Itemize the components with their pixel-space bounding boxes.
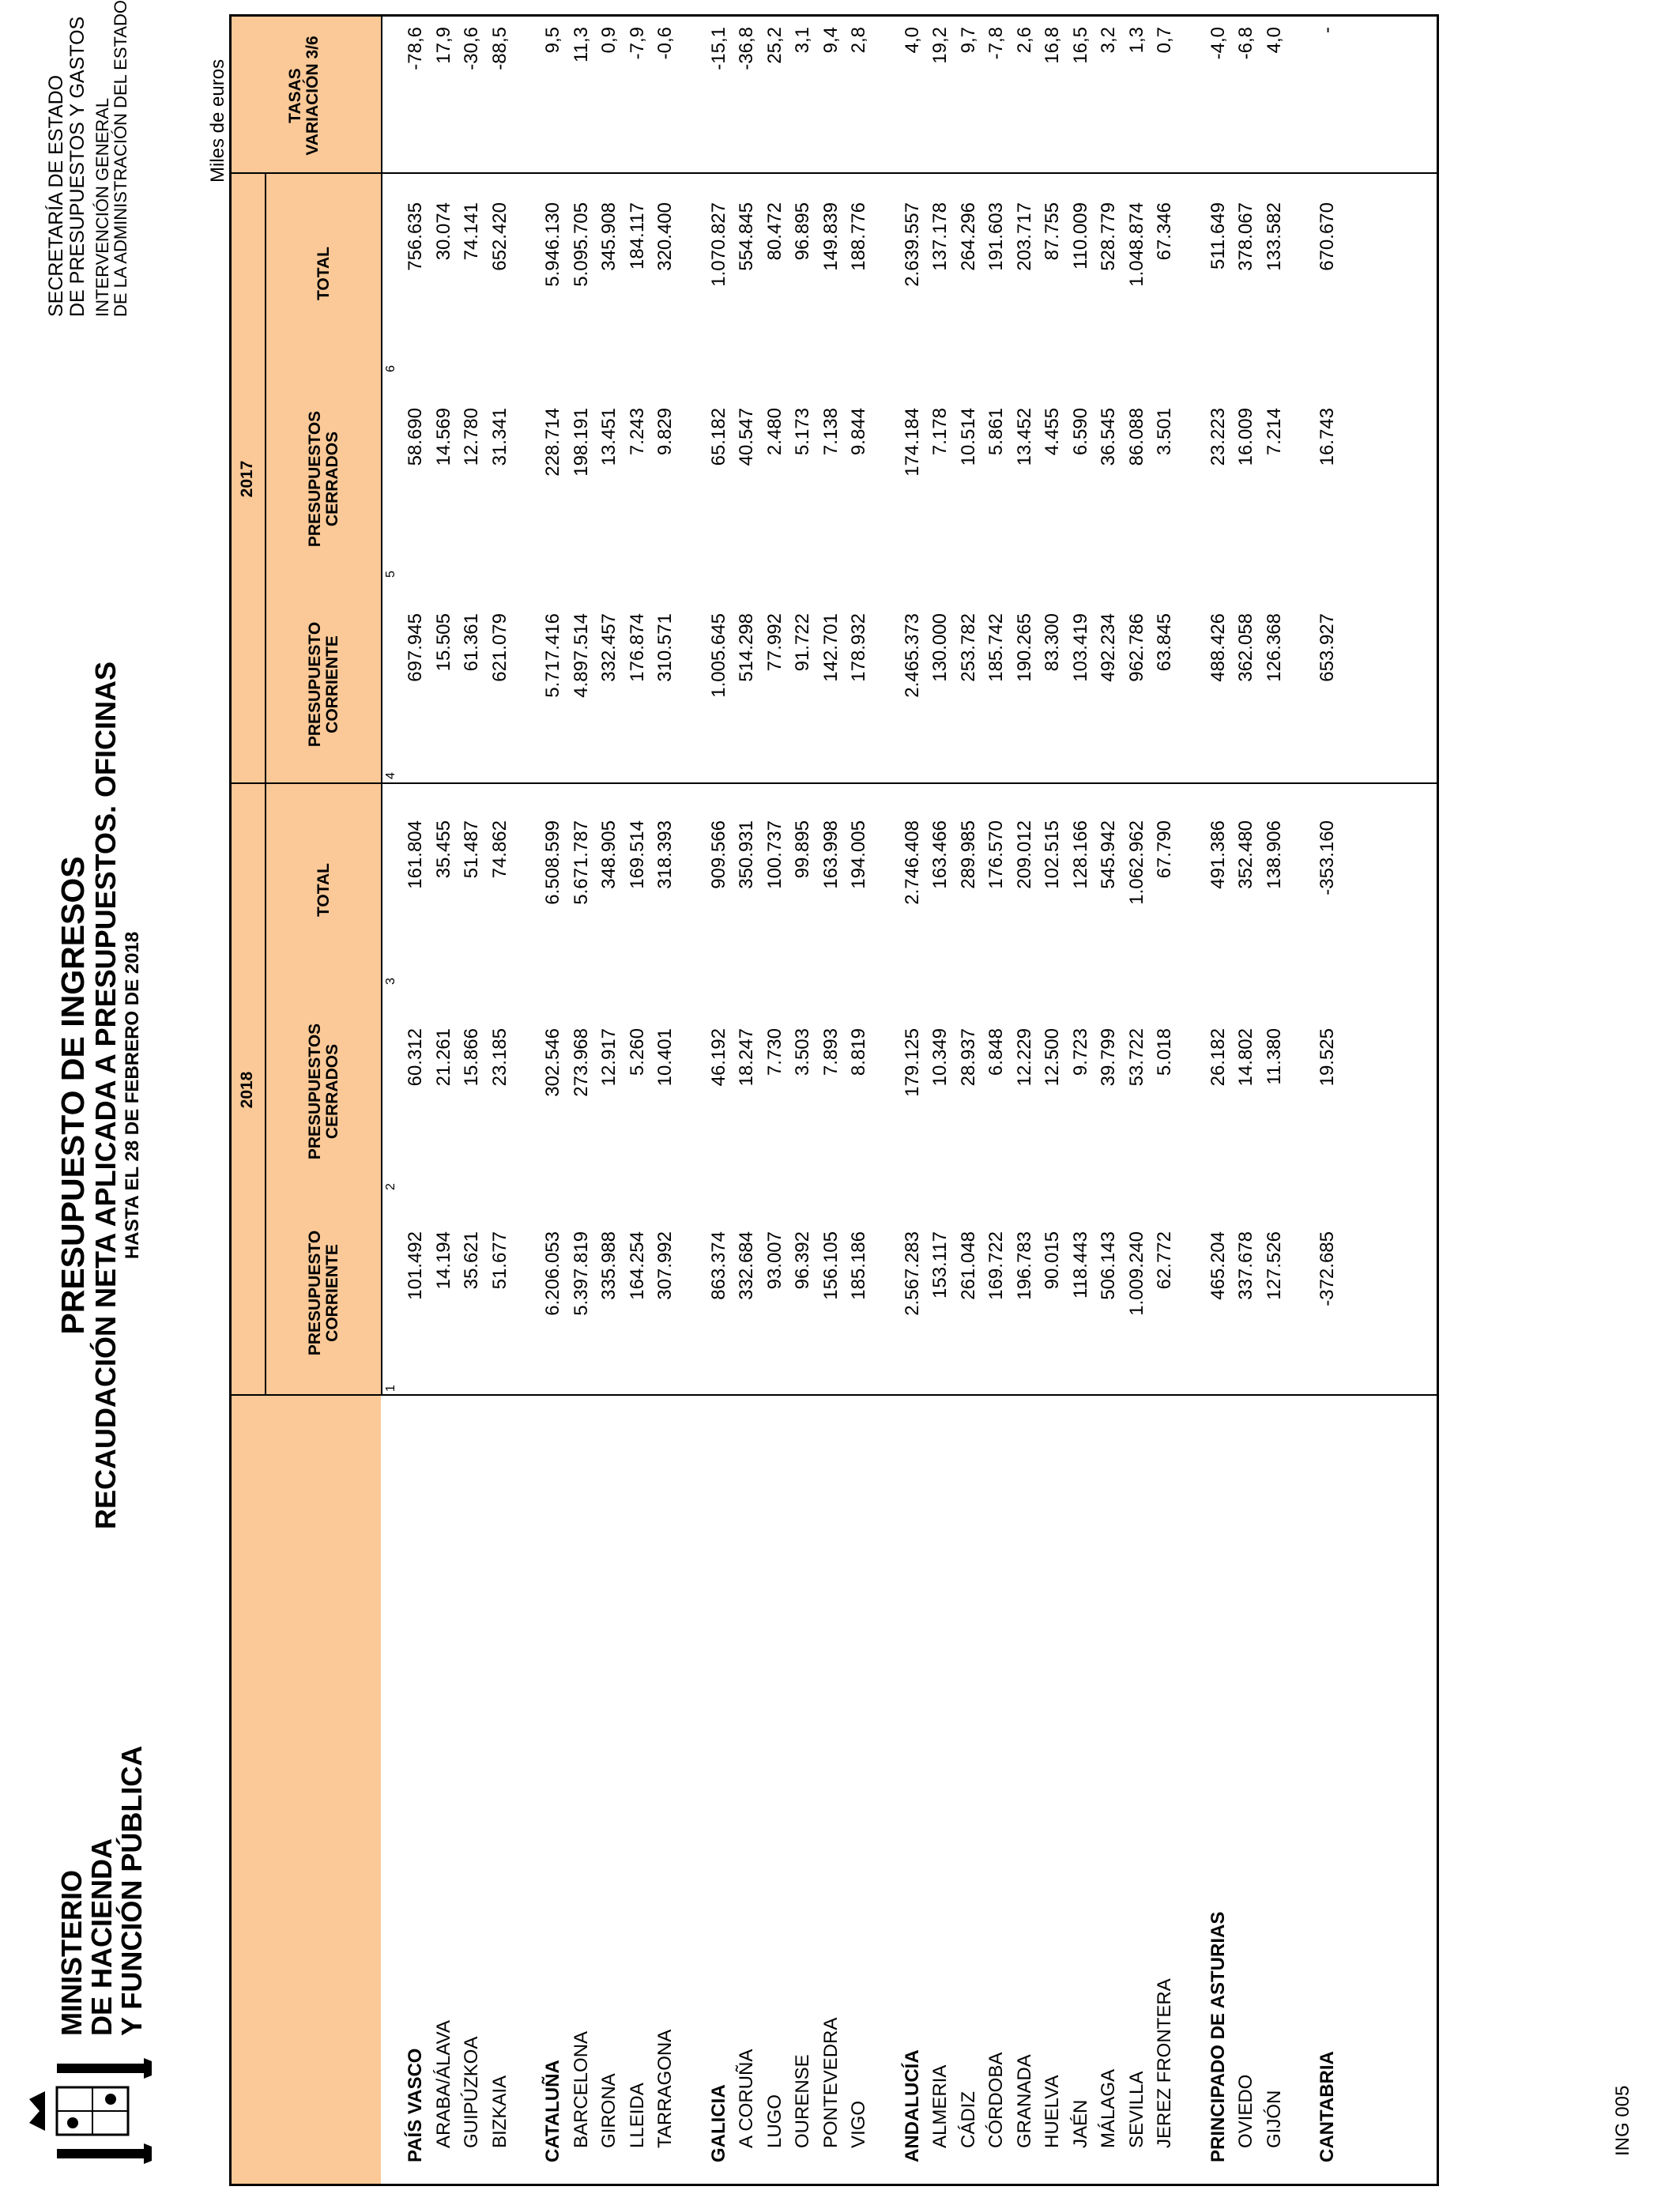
col-number-2: 2	[384, 1183, 397, 1190]
cell-col-5: 31.341	[488, 408, 510, 466]
cell-col-7: 16,5	[1069, 27, 1091, 64]
cell-col-3: 176.570	[985, 820, 1007, 889]
cell-col-1: 863.374	[707, 1231, 729, 1300]
cell-col-3: 163.466	[929, 820, 951, 889]
cell-col-3: 318.393	[654, 820, 676, 889]
cell-col-1: 169.722	[985, 1231, 1007, 1300]
cell-col-7: -30,6	[461, 27, 482, 70]
cell-col-6: 87.755	[1042, 202, 1063, 261]
cell-col-1: 164.254	[626, 1231, 648, 1300]
cell-col-6: 188.776	[848, 202, 869, 271]
cell-col-7: -36,8	[736, 27, 757, 70]
table-row	[625, 0, 650, 2194]
cell-col-1: 335.988	[598, 1231, 620, 1300]
row-label: CATALUÑA	[542, 2060, 563, 2162]
table-row	[1096, 0, 1121, 2194]
cell-col-4: 103.419	[1069, 613, 1091, 682]
col-number-3: 3	[384, 978, 397, 985]
cell-col-5: 7.178	[929, 408, 951, 456]
table-row	[459, 0, 484, 2194]
cell-col-3: 1.062.962	[1125, 820, 1147, 905]
row-label: A CORUÑA	[736, 2049, 757, 2148]
table-row	[1262, 0, 1287, 2194]
cell-col-1: 14.194	[432, 1231, 454, 1290]
cell-col-4: 488.426	[1207, 613, 1229, 682]
cell-col-4: 362.058	[1235, 613, 1256, 682]
cell-col-1: 196.783	[1013, 1231, 1035, 1300]
secretariat-line-2: DE PRESUPUESTOS Y GASTOS	[66, 16, 89, 317]
cell-col-1: 185.186	[848, 1231, 869, 1300]
cell-col-3: 35.455	[432, 820, 454, 879]
col-header-corriente-2018: PRESUPUESTO CORRIENTE	[306, 1230, 341, 1356]
cell-col-1: 62.772	[1154, 1231, 1175, 1290]
cell-col-3: 2.746.408	[901, 820, 923, 905]
row-label: SEVILLA	[1125, 2071, 1147, 2148]
cell-col-3: 491.386	[1207, 820, 1229, 889]
cell-col-6: 133.582	[1263, 202, 1285, 271]
row-label: CÁDIZ	[957, 2091, 979, 2148]
cell-col-1: 6.206.053	[542, 1231, 563, 1316]
intervention-line-2: DE LA ADMINISTRACIÓN DEL ESTADO	[111, 0, 130, 317]
cell-col-3: 102.515	[1042, 820, 1063, 889]
cell-col-2: 6.848	[985, 1028, 1007, 1076]
table-row	[790, 0, 816, 2194]
table-row	[1234, 0, 1259, 2194]
cell-col-2: 21.261	[432, 1028, 454, 1087]
table-row	[819, 0, 844, 2194]
intervention-line-1: INTERVENCIÓN GENERAL	[92, 97, 112, 317]
row-label: BIZKAIA	[488, 2075, 510, 2148]
secretariat-line-1: SECRETARÍA DE ESTADO	[45, 74, 67, 317]
row-label: CÓRDOBA	[985, 2052, 1007, 2148]
cell-col-2: 10.349	[929, 1028, 951, 1087]
cell-col-3: 99.895	[792, 820, 813, 879]
table-row	[653, 0, 678, 2194]
cell-col-6: 554.845	[736, 202, 757, 271]
cell-col-3: 163.998	[819, 820, 842, 889]
cell-col-6: 511.649	[1207, 202, 1229, 270]
form-code: ING 005	[1612, 2085, 1633, 2156]
cell-col-5: 7.214	[1263, 408, 1285, 456]
cell-col-1: 465.204	[1207, 1231, 1229, 1300]
cell-col-1: -372.685	[1317, 1231, 1338, 1306]
cell-col-7: 9,5	[542, 27, 563, 54]
cell-col-4: 1.005.645	[707, 613, 729, 698]
row-label: MÁLAGA	[1098, 2068, 1119, 2148]
cell-col-6: 137.178	[929, 202, 951, 271]
table-row	[900, 0, 925, 2194]
cell-col-1: 153.117	[929, 1231, 951, 1299]
row-label: OVIEDO	[1235, 2074, 1256, 2148]
col-header-tasas: TASAS VARIACIÓN 3/6	[286, 36, 322, 156]
col-number-6: 6	[384, 365, 397, 372]
year-2017-header: 2017	[237, 460, 256, 498]
cell-col-5: 7.243	[626, 408, 648, 456]
col-header-cerrados-2017: PRESUPUESTOS CERRADOS	[306, 410, 341, 548]
cell-col-3: 348.905	[598, 820, 620, 889]
cell-col-4: 130.000	[929, 613, 951, 682]
cell-col-3: 161.804	[405, 820, 426, 889]
row-label: TARRAGONA	[654, 2029, 676, 2148]
cell-col-4: 15.505	[432, 613, 454, 672]
table-row	[431, 0, 457, 2194]
cell-col-2: 12.500	[1042, 1028, 1063, 1087]
cell-col-5: 9.844	[848, 408, 869, 456]
ministry-line-1: MINISTERIO	[55, 1869, 88, 2036]
cell-col-5: 3.501	[1154, 408, 1175, 456]
cell-col-4: 514.298	[736, 613, 757, 682]
table-row	[1124, 0, 1150, 2194]
cell-col-3: 100.737	[763, 820, 785, 889]
cell-col-4: 83.300	[1042, 613, 1063, 672]
cell-col-5: 16.743	[1317, 408, 1338, 466]
row-label: GIRONA	[598, 2073, 620, 2148]
cell-col-1: 93.007	[763, 1231, 785, 1290]
cell-col-5: 13.452	[1013, 408, 1035, 466]
cell-col-7: 4,0	[1263, 27, 1285, 54]
cell-col-3: 350.931	[736, 820, 757, 889]
row-label: PRINCIPADO DE ASTURIAS	[1207, 1911, 1229, 2162]
row-label: BARCELONA	[570, 2030, 592, 2148]
cell-col-2: 3.503	[792, 1028, 813, 1076]
table-row	[569, 0, 594, 2194]
cell-col-1: 506.143	[1098, 1231, 1119, 1300]
cell-col-6: 378.067	[1235, 202, 1256, 271]
cell-col-7: -78,6	[405, 27, 426, 70]
cell-col-6: 2.639.557	[901, 202, 923, 287]
cell-col-3: 67.790	[1154, 820, 1175, 879]
cell-col-6: 30.074	[432, 202, 454, 261]
cell-col-4: 621.079	[488, 613, 510, 682]
table-row	[1206, 0, 1231, 2194]
cell-col-3: 5.671.787	[570, 820, 592, 905]
col-number-4: 4	[384, 772, 397, 779]
cell-col-2: 46.192	[707, 1028, 729, 1087]
units-label: Miles de euros	[207, 58, 228, 183]
cell-col-7: 4,0	[901, 27, 923, 54]
cell-col-4: 5.717.416	[542, 613, 563, 698]
cell-col-4: 178.932	[848, 613, 869, 682]
cell-col-6: 345.908	[598, 202, 620, 271]
cell-col-7: 2,6	[1013, 27, 1035, 54]
cell-col-4: 91.722	[792, 613, 813, 672]
cell-col-3: 209.012	[1013, 820, 1035, 889]
cell-col-7: -	[1317, 27, 1338, 33]
cell-col-6: 149.839	[819, 202, 842, 271]
row-label: VIGO	[848, 2100, 869, 2148]
cell-col-2: 5.260	[626, 1028, 648, 1076]
cell-col-7: 17,9	[432, 27, 454, 64]
cell-col-5: 12.780	[461, 408, 482, 466]
cell-col-4: 190.265	[1013, 613, 1035, 682]
cell-col-2: 23.185	[488, 1028, 510, 1087]
cell-col-1: 261.048	[957, 1231, 979, 1300]
table-row	[956, 0, 981, 2194]
table-row	[928, 0, 953, 2194]
cell-col-6: 80.472	[763, 202, 785, 261]
cell-col-6: 264.296	[957, 202, 979, 271]
cell-col-7: 3,1	[792, 27, 813, 54]
row-label: GRANADA	[1013, 2054, 1035, 2148]
col-header-cerrados-2018: PRESUPUESTOS CERRADOS	[306, 1023, 341, 1160]
col-number-5: 5	[384, 571, 397, 578]
row-label: JAÉN	[1069, 2099, 1091, 2148]
cell-col-5: 65.182	[707, 408, 729, 466]
cell-col-7: 19,2	[929, 27, 951, 64]
cell-col-7: -7,8	[985, 27, 1007, 60]
cell-col-2: 7.893	[819, 1028, 842, 1076]
table-row	[1040, 0, 1065, 2194]
cell-col-3: 51.487	[461, 820, 482, 879]
table-row	[541, 0, 566, 2194]
cell-col-1: 127.526	[1263, 1231, 1285, 1300]
table-row	[846, 0, 872, 2194]
row-label: LUGO	[763, 2094, 785, 2148]
cell-col-1: 332.684	[736, 1231, 757, 1300]
cell-col-2: 39.799	[1098, 1028, 1119, 1087]
ministry-line-3: Y FUNCIÓN PÚBLICA	[115, 1745, 148, 2036]
cell-col-7: 11,3	[570, 27, 592, 62]
cell-col-7: 0,9	[598, 27, 620, 54]
cell-col-5: 13.451	[598, 408, 620, 466]
col-header-total-2017: TOTAL	[315, 246, 333, 301]
cell-col-2: 19.525	[1317, 1028, 1338, 1087]
cell-col-4: 2.465.373	[901, 613, 923, 698]
cell-col-7: 9,7	[957, 27, 979, 54]
cell-col-2: 53.722	[1125, 1028, 1147, 1087]
page-title: PRESUPUESTO DE INGRESOS	[55, 856, 91, 1335]
ministry-line-2: DE HACIENDA	[85, 1838, 118, 2036]
cell-col-6: 652.420	[488, 202, 510, 271]
cell-col-4: 332.457	[598, 613, 620, 682]
label-header	[229, 1396, 381, 2186]
cell-col-5: 14.569	[432, 408, 454, 466]
cell-col-5: 6.590	[1069, 408, 1091, 456]
cell-col-2: 18.247	[736, 1028, 757, 1087]
cell-col-4: 962.786	[1125, 613, 1147, 682]
cell-col-7: -15,1	[707, 27, 729, 70]
row-label: JEREZ FRONTERA	[1154, 1978, 1175, 2148]
cell-col-3: 169.514	[626, 820, 648, 889]
cell-col-1: 337.678	[1235, 1231, 1256, 1300]
cell-col-4: 77.992	[763, 613, 785, 672]
cell-col-4: 697.945	[405, 613, 426, 682]
cell-col-5: 174.184	[901, 408, 923, 477]
cell-col-6: 110.009	[1069, 202, 1091, 270]
cell-col-4: 310.571	[654, 613, 676, 682]
cell-col-6: 74.141	[461, 202, 482, 261]
year-2018-header: 2018	[237, 1071, 256, 1109]
table-row	[763, 0, 788, 2194]
cell-col-7: 25,2	[763, 27, 785, 64]
cell-col-1: 2.567.283	[901, 1231, 923, 1316]
cell-col-5: 16.009	[1235, 408, 1256, 466]
cell-col-2: 15.866	[461, 1028, 482, 1087]
cell-col-6: 203.717	[1013, 202, 1035, 271]
cell-col-5: 10.514	[957, 408, 979, 466]
cell-col-6: 184.117	[626, 202, 648, 270]
cell-col-1: 307.992	[654, 1231, 676, 1300]
cell-col-1: 96.392	[792, 1231, 813, 1290]
col-header-total-2018: TOTAL	[315, 862, 333, 918]
cell-col-6: 96.895	[792, 202, 813, 261]
cell-col-7: -4,0	[1207, 27, 1229, 60]
cell-col-5: 23.223	[1207, 408, 1229, 466]
table-row	[1012, 0, 1038, 2194]
cell-col-1: 118.443	[1069, 1231, 1091, 1299]
cell-col-3: 194.005	[848, 820, 869, 889]
cell-col-3: 74.862	[488, 820, 510, 879]
cell-col-7: 0,7	[1154, 27, 1175, 54]
cell-col-6: 191.603	[985, 202, 1007, 271]
cell-col-1: 101.492	[405, 1231, 426, 1300]
cell-col-5: 9.829	[654, 408, 676, 456]
cell-col-4: 185.742	[985, 613, 1007, 682]
date-range: HASTA EL 28 DE FEBRERO DE 2018	[122, 931, 143, 1260]
cell-col-3: -353.160	[1317, 820, 1338, 895]
cell-col-4: 61.361	[461, 613, 482, 672]
cell-col-6: 528.779	[1098, 202, 1119, 271]
cell-col-4: 176.874	[626, 613, 648, 682]
cell-col-5: 40.547	[736, 408, 757, 466]
cell-col-2: 28.937	[957, 1028, 979, 1087]
cell-col-4: 126.368	[1263, 613, 1285, 682]
cell-col-5: 7.138	[819, 408, 842, 456]
cell-col-7: -0,6	[654, 27, 676, 60]
table-row	[706, 0, 732, 2194]
row-label: GUIPÚZKOA	[461, 2036, 482, 2148]
cell-col-7: 9,4	[819, 27, 842, 54]
cell-col-2: 302.546	[542, 1028, 563, 1097]
cell-col-7: -88,5	[488, 27, 510, 70]
cell-col-6: 67.346	[1154, 202, 1175, 261]
cell-col-2: 7.730	[763, 1028, 785, 1076]
cell-col-4: 4.897.514	[570, 613, 592, 698]
row-label: OURENSE	[792, 2054, 813, 2148]
cell-col-7: 2,8	[848, 27, 869, 54]
cell-col-7: -6,8	[1235, 27, 1256, 60]
page-subtitle: RECAUDACIÓN NETA APLICADA A PRESUPUESTOS. OFICINAS	[89, 661, 122, 1530]
cell-col-7: -7,9	[626, 27, 648, 60]
row-label: HUELVA	[1042, 2075, 1063, 2148]
row-label: LLEIDA	[626, 2083, 648, 2148]
cell-col-3: 6.508.599	[542, 820, 563, 905]
cell-col-5: 86.088	[1125, 408, 1147, 466]
cell-col-2: 273.968	[570, 1028, 592, 1097]
cell-col-2: 60.312	[405, 1028, 426, 1087]
table-row	[1315, 0, 1340, 2194]
table-row	[597, 0, 622, 2194]
cell-col-4: 253.782	[957, 613, 979, 682]
cell-col-3: 909.566	[707, 820, 729, 889]
cell-col-7: 3,2	[1098, 27, 1119, 54]
cell-col-3: 138.906	[1263, 820, 1285, 889]
table-row	[984, 0, 1009, 2194]
cell-col-3: 352.480	[1235, 820, 1256, 889]
cell-col-5: 5.173	[792, 408, 813, 456]
cell-col-6: 1.048.874	[1125, 202, 1147, 287]
cell-col-5: 198.191	[570, 408, 592, 477]
col-number-1: 1	[384, 1385, 397, 1392]
cell-col-5: 4.455	[1042, 408, 1063, 456]
cell-col-3: 545.942	[1098, 820, 1119, 889]
cell-col-2: 11.380	[1263, 1028, 1285, 1085]
table-row	[734, 0, 759, 2194]
row-label: GIJÓN	[1263, 2090, 1285, 2148]
cell-col-2: 10.401	[654, 1028, 676, 1087]
cell-col-2: 12.917	[598, 1028, 620, 1087]
row-label: ALMERIA	[929, 2064, 951, 2148]
cell-col-4: 142.701	[819, 613, 842, 682]
cell-col-5: 2.480	[763, 408, 785, 456]
cell-col-6: 320.400	[654, 202, 676, 271]
table-row	[1068, 0, 1094, 2194]
cell-col-2: 179.125	[901, 1028, 923, 1097]
cell-col-7: 1,3	[1125, 27, 1147, 54]
row-label: PONTEVEDRA	[819, 2017, 842, 2148]
cell-col-5: 5.861	[985, 408, 1007, 456]
col-header-corriente-2017: PRESUPUESTO CORRIENTE	[306, 621, 341, 748]
cell-col-6: 1.070.827	[707, 202, 729, 287]
table-row	[488, 0, 513, 2194]
cell-col-5: 58.690	[405, 408, 426, 466]
row-label: GALICIA	[707, 2084, 729, 2162]
cell-col-6: 756.635	[405, 202, 426, 271]
cell-col-2: 8.819	[848, 1028, 869, 1076]
cell-col-1: 5.397.819	[570, 1231, 592, 1316]
cell-col-2: 5.018	[1154, 1028, 1175, 1076]
cell-col-1: 35.621	[461, 1231, 482, 1290]
row-label: ANDALUCÍA	[901, 2049, 923, 2162]
table-row	[1152, 0, 1177, 2194]
cell-col-6: 5.095.705	[570, 202, 592, 287]
cell-col-2: 26.182	[1207, 1028, 1229, 1087]
row-label: PAÍS VASCO	[405, 2048, 426, 2162]
cell-col-2: 14.802	[1235, 1028, 1256, 1087]
cell-col-4: 63.845	[1154, 613, 1175, 672]
row-label: ARABA/ÁLAVA	[432, 2020, 454, 2148]
cell-col-1: 90.015	[1042, 1231, 1063, 1290]
cell-col-1: 51.677	[488, 1231, 510, 1290]
cell-col-3: 289.985	[957, 820, 979, 889]
row-label: CANTABRIA	[1317, 2051, 1338, 2162]
cell-col-4: 492.234	[1098, 613, 1119, 682]
cell-col-1: 156.105	[819, 1231, 842, 1300]
table-row	[403, 0, 428, 2194]
cell-col-2: 9.723	[1069, 1028, 1091, 1076]
cell-col-2: 12.229	[1013, 1028, 1035, 1087]
cell-col-6: 5.946.130	[542, 202, 563, 287]
cell-col-5: 228.714	[542, 408, 563, 477]
cell-col-4: 653.927	[1317, 613, 1338, 682]
cell-col-7: 16,8	[1042, 27, 1063, 64]
cell-col-3: 128.166	[1069, 820, 1091, 889]
cell-col-1: 1.009.240	[1125, 1231, 1147, 1316]
cell-col-6: 670.670	[1317, 202, 1338, 271]
cell-col-5: 36.545	[1098, 408, 1119, 466]
